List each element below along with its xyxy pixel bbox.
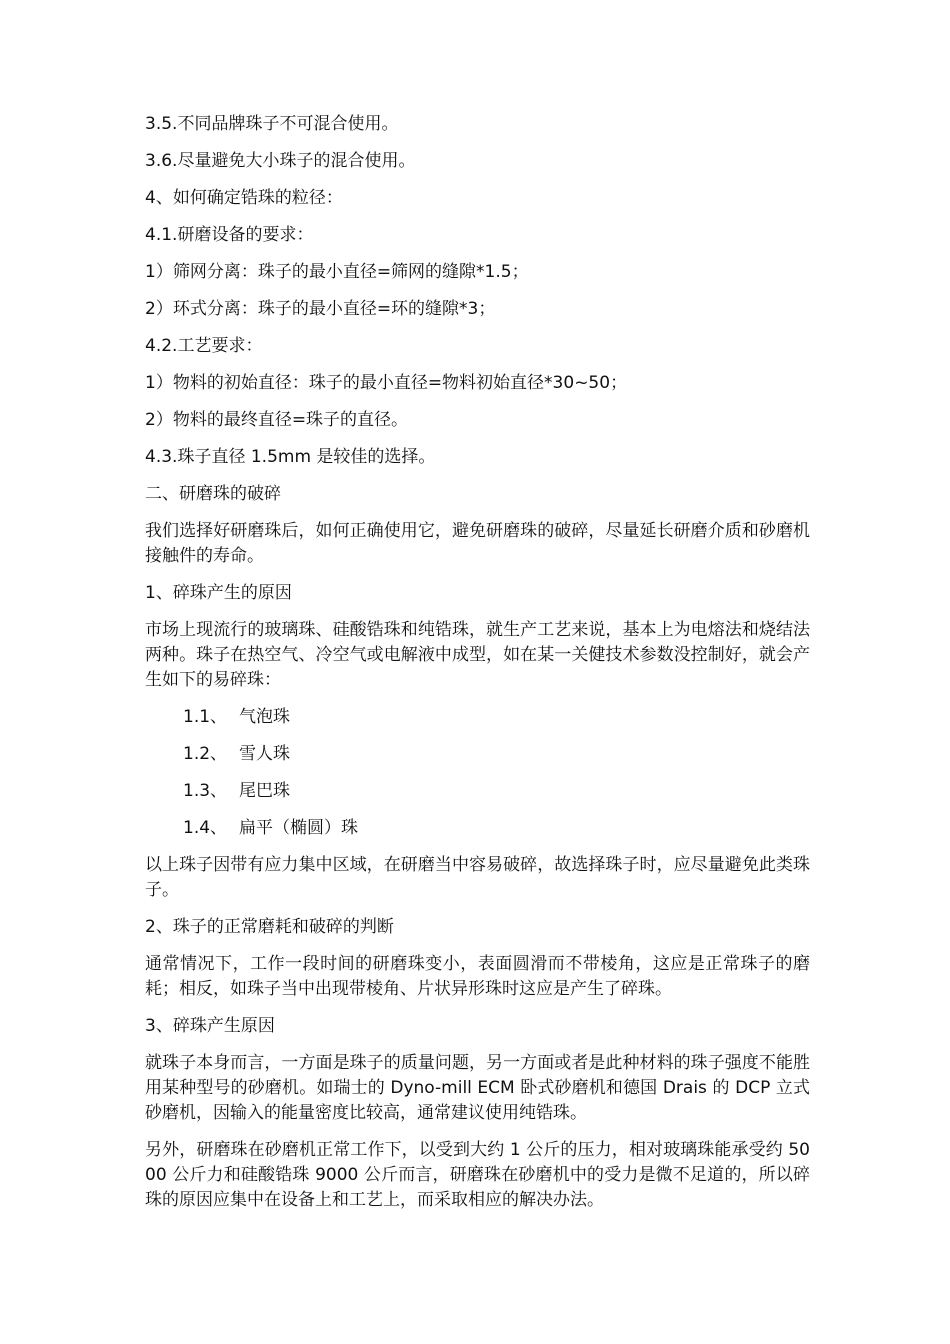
subsection-heading: 4.2.工艺要求：: [145, 336, 263, 356]
paragraph: 通常情况下，工作一段时间的研磨珠变小，表面圆滑而不带棱角，这应是正常珠子的磨耗；相反，如珠子当中出现带棱角、片状异形珠时这应是产生了碎珠。: [145, 954, 810, 999]
paragraph: 4.3.珠子直径 1.5mm 是较佳的选择。: [145, 447, 436, 467]
paragraph: 市场上现流行的玻璃珠、硅酸锆珠和纯锆珠，就生产工艺来说，基本上为电熔法和烧结法两种。珠子在热空气、冷空气或电解液中成型，如在某一关健技术参数没控制好，就会产生如下的易碎珠：: [145, 620, 810, 690]
section-heading: 2、珠子的正常磨耗和破碎的判断: [145, 917, 394, 937]
paragraph: 2）物料的最终直径=珠子的直径。: [145, 410, 409, 430]
list-item-number: 1.2、: [183, 744, 228, 764]
paragraph: 就珠子本身而言，一方面是珠子的质量问题，另一方面或者是此种材料的珠子强度不能胜用某种型号的砂磨机。如瑞士的 Dyno-mill ECM 卧式砂磨机和德国 Drais 的 DCP 立式砂磨机，因输入的能量密度比较高，通常建议使用纯锆珠。: [145, 1053, 810, 1123]
list-item-text: 气泡珠: [239, 707, 290, 727]
list-item: [145, 816, 810, 841]
section-heading: 1、碎珠产生的原因: [145, 583, 292, 603]
list-item-number: 1.3、: [183, 781, 228, 801]
subsection-heading: 4.1.研磨设备的要求：: [145, 225, 314, 245]
paragraph: 3.5.不同品牌珠子不可混合使用。: [145, 114, 399, 134]
paragraph: 1）筛网分离：珠子的最小直径=筛网的缝隙*1.5；: [145, 262, 529, 282]
chapter-heading: 二、研磨珠的破碎: [145, 484, 281, 504]
list-item-text: 尾巴珠: [239, 781, 290, 801]
document-body: [145, 112, 810, 1225]
list-item: [145, 779, 810, 804]
paragraph: 另外，研磨珠在砂磨机正常工作下，以受到大约 1 公斤的压力，相对玻璃珠能承受约 5000 公斤力和硅酸锆珠 9000 公斤而言，研磨珠在砂磨机中的受力是微不足道的，所以碎珠的原因应集中在设备上和工艺上，而采取相应的解决办法。: [145, 1140, 810, 1210]
list-item-text: 扁平（椭圆）珠: [239, 818, 358, 838]
section-heading: 4、如何确定锆珠的粒径：: [145, 188, 343, 208]
list-item-number: 1.1、: [183, 707, 228, 727]
list-item: [145, 705, 810, 730]
section-heading: 3、碎珠产生原因: [145, 1016, 275, 1036]
paragraph: 3.6.尽量避免大小珠子的混合使用。: [145, 151, 416, 171]
list-item-text: 雪人珠: [239, 744, 290, 764]
paragraph: 1）物料的初始直径：珠子的最小直径=物料初始直径*30~50；: [145, 373, 628, 393]
list-item: [145, 742, 810, 767]
paragraph: 我们选择好研磨珠后，如何正确使用它，避免研磨珠的破碎，尽量延长研磨介质和砂磨机接触件的寿命。: [145, 521, 810, 566]
paragraph: 以上珠子因带有应力集中区域，在研磨当中容易破碎，故选择珠子时，应尽量避免此类珠子。: [145, 855, 810, 900]
list-item-number: 1.4、: [183, 818, 228, 838]
paragraph: 2）环式分离：珠子的最小直径=环的缝隙*3；: [145, 299, 496, 319]
